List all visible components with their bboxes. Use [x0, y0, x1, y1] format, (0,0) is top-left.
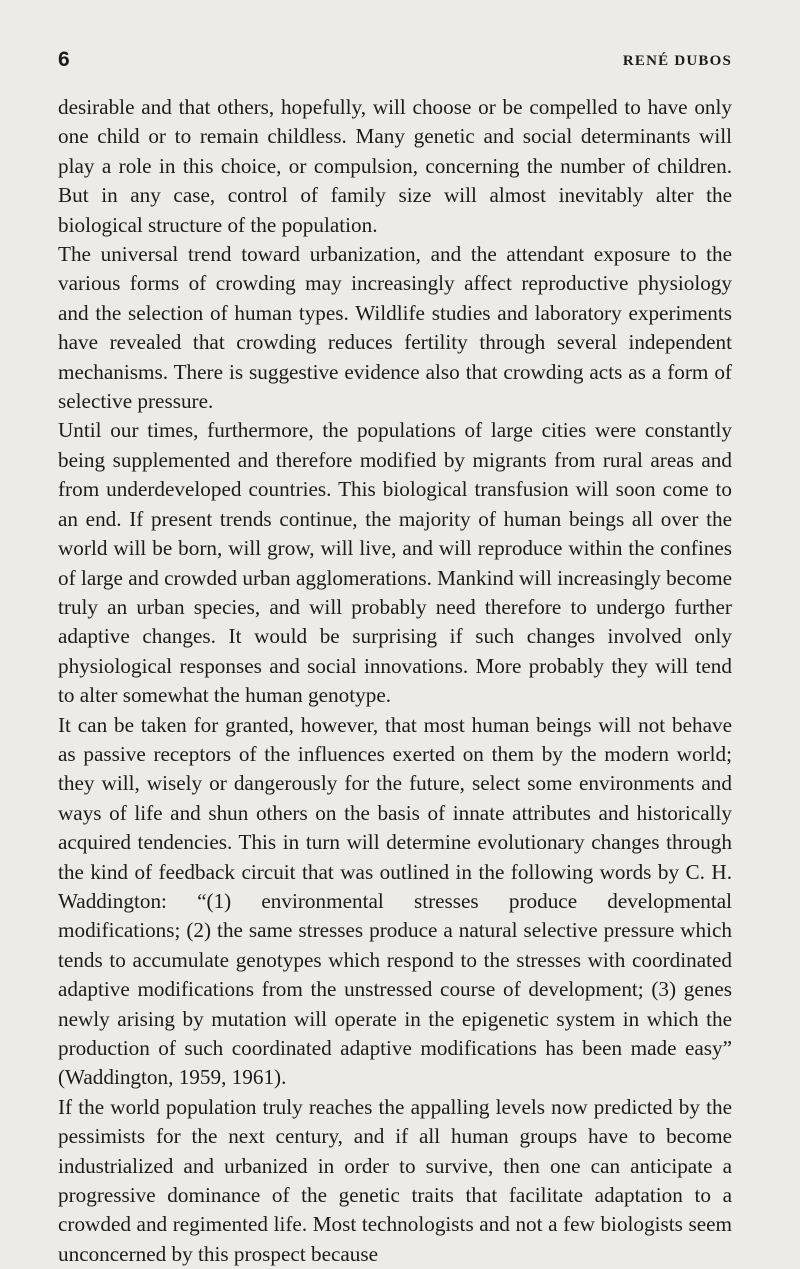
paragraph-urbanization: The universal trend toward urbanization, and the attendant exposure to the various forms of crowding may increasingly affect reproductive physiology and the selection of human types. Wildlife studies and laboratory experiments have revealed that crowding reduces fertility through several independent mechanisms. There is suggestive evidence also that crowding acts as a form of selective pressure. [58, 242, 732, 414]
paragraph-waddington: It can be taken for granted, however, that most human beings will not behave as passive receptors of the influences exerted on them by the modern world; they will, wisely or dangerously for the future, select some environments and ways of life and shun others on the basis of innate attributes and historically acquired tendencies. This in turn will determine evolutionary changes through the kind of feedback circuit that was outlined in the following words by C. H. Waddington: “(1) environmental stresses produce developmental modifications; (2) the same stresses produce a natural selective pressure which tends to accumulate genotypes which respond to the stresses with coordinated adaptive modifications from the unstressed course of development; (3) genes newly arising by mutation will operate in the epigenetic system in which the production of such coordinated adaptive modifications has been made easy” (Waddington, 1959, 1961). [58, 712, 732, 1090]
paragraph-world-population: If the world population truly reaches the appalling levels now predicted by the pessimists for the next century, and if all human groups have to become industrialized and urbanized in order to survive, then one can anticipate a progressive dominance of the genetic traits that facilitate adaptation to a crowded and regimented life. Most technologists and not a few biologists seem unconcerned by this prospect because [58, 1094, 732, 1266]
page-number: 6 [58, 48, 70, 71]
running-head [58, 48, 732, 74]
paragraph-migrants: Until our times, furthermore, the populations of large cities were constantly being supplemented and therefore modified by migrants from rural areas and from underdeveloped countries. This biological transfusion will soon come to an end. If present trends continue, the majority of human beings all over the world will be born, will grow, will live, and will reproduce within the confines of large and crowded urban agglomerations. Mankind will increasingly become truly an urban species, and will probably need therefore to undergo further adaptive changes. It would be surprising if such changes involved only physiological responses and social innovations. More probably they will tend to alter somewhat the human genotype. [58, 418, 732, 708]
running-title: RENÉ DUBOS [622, 53, 732, 69]
body-text [58, 93, 732, 1269]
paragraph-continued: desirable and that others, hopefully, will choose or be compelled to have only one child or to remain childless. Many genetic and social determinants will play a role in this choice, or compulsion, concerning the number of children. But in any case, control of family size will almost inevitably alter the biological structure of the population. [58, 95, 732, 237]
